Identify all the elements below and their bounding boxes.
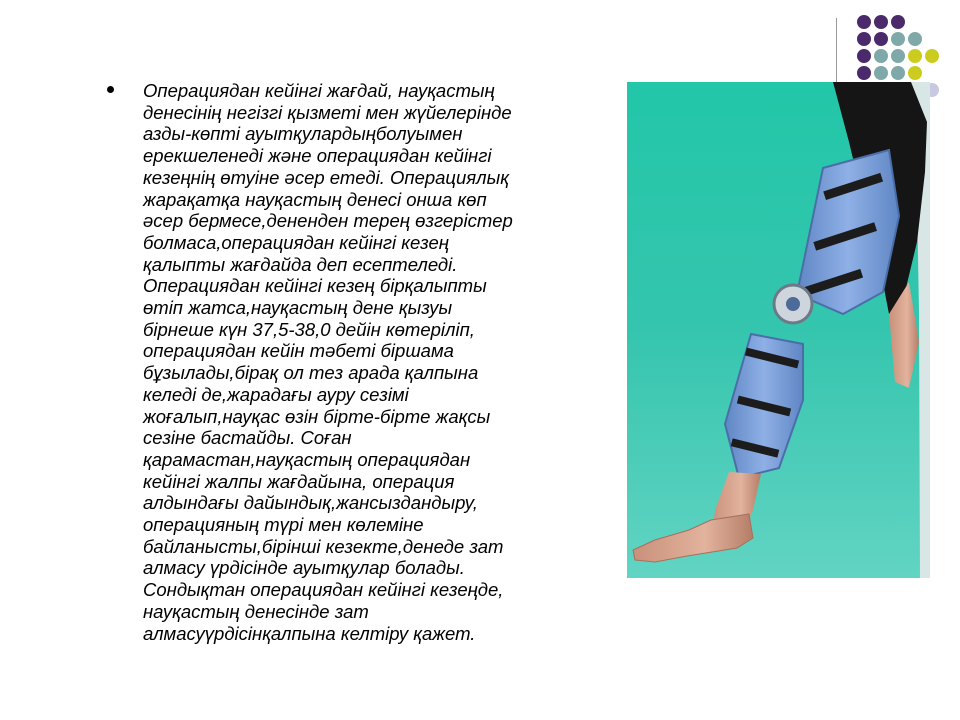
body-text-line: науқастың денесінде зат <box>143 600 369 622</box>
body-text-line: бұзылады,бірақ ол тез арада қалпына <box>143 362 479 384</box>
body-text-line: жоғалып,науқас өзін бірте-бірте жақсы <box>143 405 491 427</box>
bullet-marker <box>107 86 114 93</box>
body-text-line: байланысты,бірінші кезекте,денеде зат <box>143 535 504 557</box>
body-text-line: алмасуүрдісінқалпына келтіру қажет. <box>143 622 476 644</box>
decorative-dot <box>908 66 922 80</box>
body-text-line: кезеңнің өтуіне әсер етеді. Операциялық <box>143 166 509 188</box>
decorative-dot <box>857 32 871 46</box>
decorative-dot <box>891 32 905 46</box>
body-text-line: Операциядан кейінгі жағдай, науқастың <box>143 80 495 101</box>
leg-in-knee-brace-photo <box>627 82 930 578</box>
body-text-line: болмаса,операциядан кейінгі кезең <box>143 231 449 253</box>
body-text-line: кейінгі жалпы жағдайына, операция <box>143 470 455 492</box>
decorative-dot <box>874 15 888 29</box>
decorative-dot <box>891 66 905 80</box>
decorative-dot <box>874 32 888 46</box>
decorative-dot <box>857 15 871 29</box>
body-text-line: қарамастан,науқастың операциядан <box>143 448 471 470</box>
body-text-line: Операциядан кейінгі кезең бірқалыпты <box>143 275 487 297</box>
body-text-line: Сондықтан операциядан кейінгі кезеңде, <box>143 579 504 601</box>
decorative-dot <box>857 66 871 80</box>
knee-brace-illustration <box>627 82 930 578</box>
body-text-line: өтіп жатса,науқастың дене қызуы <box>143 297 453 319</box>
body-text-line: қалыпты жағдайда деп есептеледі. <box>143 253 458 275</box>
body-text-line: жарақатқа науқастың денесі онша көп <box>143 188 487 210</box>
body-text-line: операциядан кейін тәбеті біршама <box>143 340 454 362</box>
body-text-line: алмасу үрдісінде ауытқулар болады. <box>143 557 465 579</box>
body-text-line: келеді де,жарадағы ауру сезімі <box>143 383 409 405</box>
decorative-dot <box>874 49 888 63</box>
decorative-dot <box>891 15 905 29</box>
body-text <box>143 80 613 644</box>
decorative-dot <box>908 49 922 63</box>
decorative-dot <box>908 32 922 46</box>
body-text-line: азды-көпті ауытқулардыңболуымен <box>143 123 463 145</box>
body-text-line: операцияның түрі мен көлеміне <box>143 514 424 536</box>
body-text-line: сезіне бастайды. Соған <box>143 427 352 449</box>
body-text-line: денесінің негізгі қызметі мен жүйелерінде <box>143 101 512 123</box>
decorative-dot <box>925 49 939 63</box>
body-text-line: алдындағы дайындық,жансыздандыру, <box>143 492 478 514</box>
decorative-dot <box>891 49 905 63</box>
body-text-line: бірнеше күн 37,5-38,0 дейін көтеріліп, <box>143 318 475 340</box>
body-text-line: ерекшеленеді және операциядан кейінгі <box>143 145 492 167</box>
body-text-line: әсер бермесе,дененден терең өзгерістер <box>143 210 513 232</box>
decorative-dot <box>874 66 888 80</box>
decorative-dot <box>857 49 871 63</box>
